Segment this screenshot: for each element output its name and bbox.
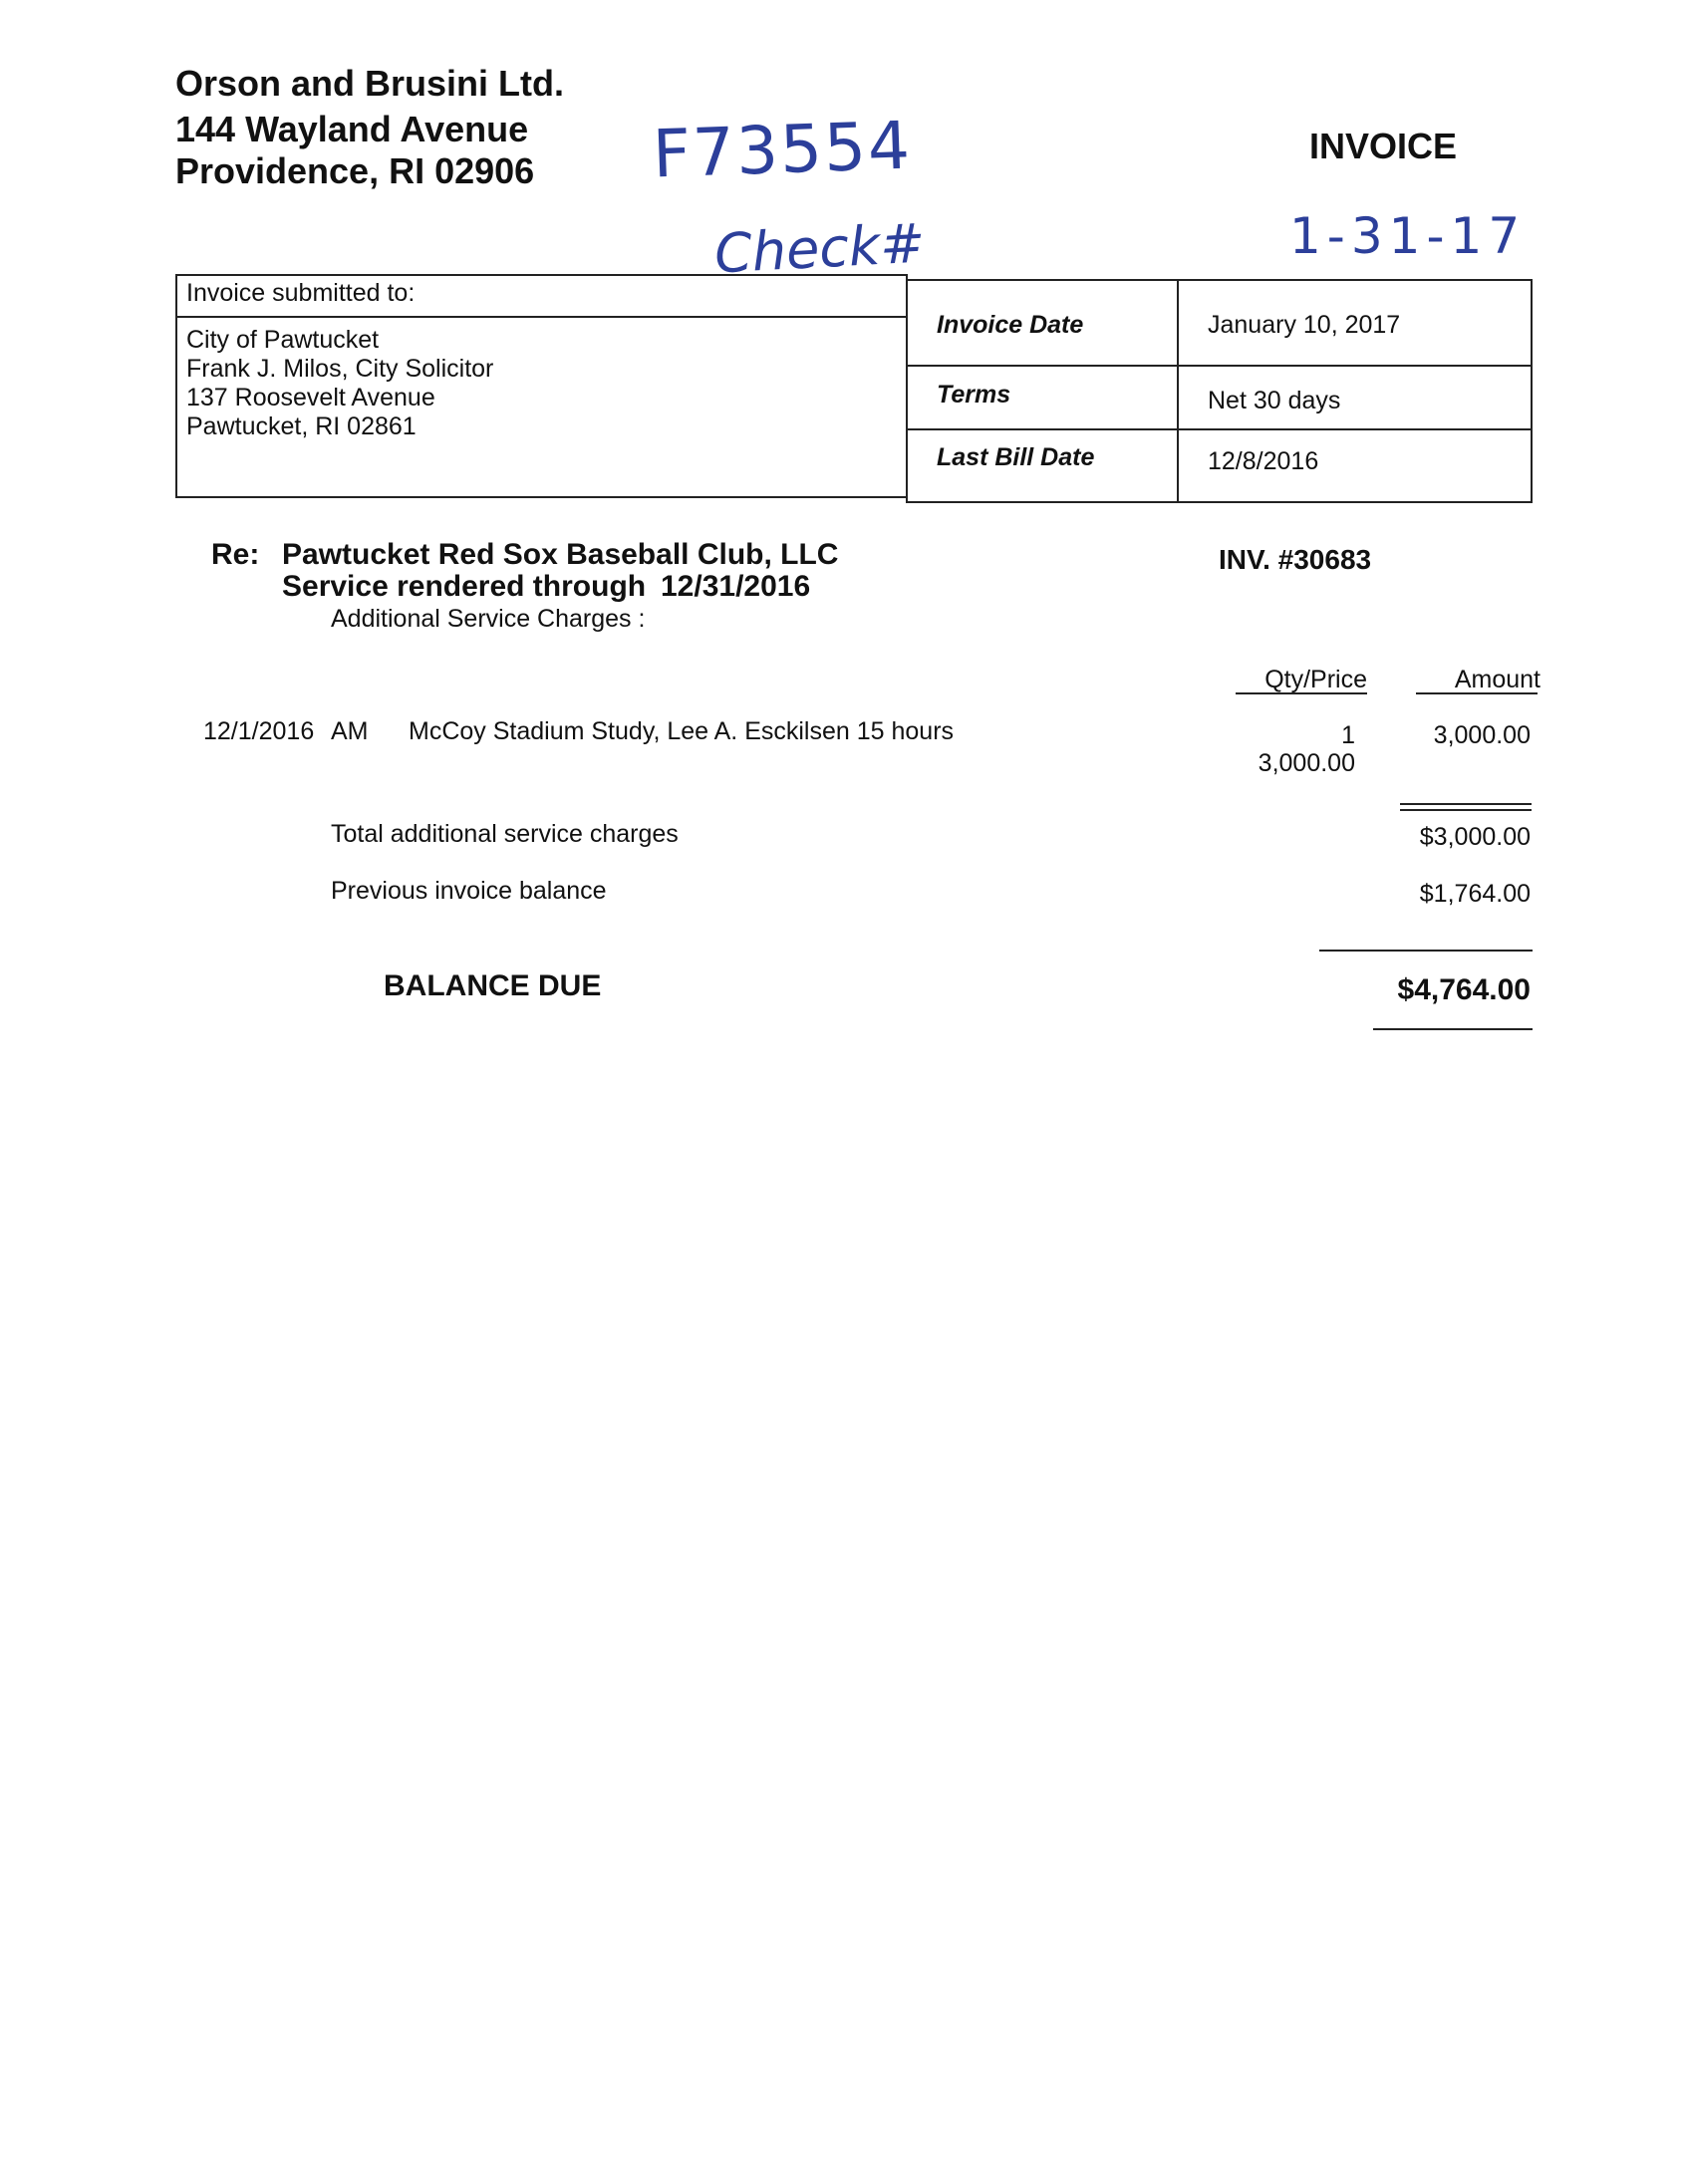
submitted-to-line: Pawtucket, RI 02861: [186, 412, 417, 440]
submitted-to-line: City of Pawtucket: [186, 326, 380, 354]
last-bill-date-value: 12/8/2016: [1208, 447, 1319, 475]
total-additional-label: Total additional service charges: [331, 820, 679, 848]
previous-balance-label: Previous invoice balance: [331, 877, 607, 905]
client-name: Pawtucket Red Sox Baseball Club, LLC: [282, 538, 839, 571]
handwritten-check-note: Check#: [712, 211, 927, 286]
invoice-date-value: January 10, 2017: [1208, 311, 1401, 339]
terms-value: Net 30 days: [1208, 387, 1341, 414]
submitted-to-line: Frank J. Milos, City Solicitor: [186, 355, 494, 383]
invoice-info-row-divider: [906, 428, 1533, 430]
terms-label: Terms: [937, 381, 1011, 409]
balance-due-label: BALANCE DUE: [384, 969, 602, 1002]
totals-double-rule: [1400, 809, 1532, 811]
firm-name: Orson and Brusini Ltd.: [175, 63, 565, 104]
total-additional-value: $3,000.00: [1419, 823, 1531, 851]
line-item-description: McCoy Stadium Study, Lee A. Esckilsen 15 hours: [409, 717, 955, 745]
balance-rule: [1319, 950, 1533, 952]
line-item-amount: 3,000.00: [1433, 721, 1531, 749]
line-item-date: 12/1/2016: [203, 717, 315, 745]
invoice-date-label: Invoice Date: [937, 311, 1084, 339]
invoice-info-column-divider: [1177, 279, 1179, 503]
submitted-to-line: 137 Roosevelt Avenue: [186, 384, 435, 411]
balance-due-value: $4,764.00: [1397, 973, 1531, 1006]
qty-price-underline: [1236, 692, 1367, 694]
firm-street: 144 Wayland Avenue: [175, 109, 529, 149]
invoice-info-row-divider: [906, 365, 1533, 367]
submitted-to-divider: [175, 316, 908, 318]
previous-balance-value: $1,764.00: [1419, 880, 1531, 908]
firm-city: Providence, RI 02906: [175, 150, 535, 191]
handwritten-reference: F73554: [651, 107, 914, 193]
invoice-number: INV. #30683: [1219, 544, 1372, 575]
service-rendered-date: 12/31/2016: [661, 570, 811, 603]
re-prefix: Re:: [211, 538, 260, 571]
line-item-price: 3,000.00: [1258, 749, 1355, 777]
line-item-time: AM: [331, 717, 369, 745]
last-bill-date-label: Last Bill Date: [937, 443, 1095, 471]
totals-double-rule: [1400, 803, 1532, 805]
balance-underline: [1373, 1028, 1533, 1030]
charges-heading: Additional Service Charges :: [331, 605, 646, 633]
document-title: INVOICE: [1309, 126, 1458, 166]
handwritten-date: 1-31-17: [1289, 207, 1527, 265]
submitted-to-heading: Invoice submitted to:: [186, 279, 416, 307]
qty-price-header: Qty/Price: [1264, 666, 1367, 693]
line-item-qty: 1: [1341, 721, 1355, 749]
amount-header: Amount: [1454, 666, 1541, 693]
service-rendered-label: Service rendered through: [282, 570, 647, 603]
amount-underline: [1416, 692, 1538, 694]
